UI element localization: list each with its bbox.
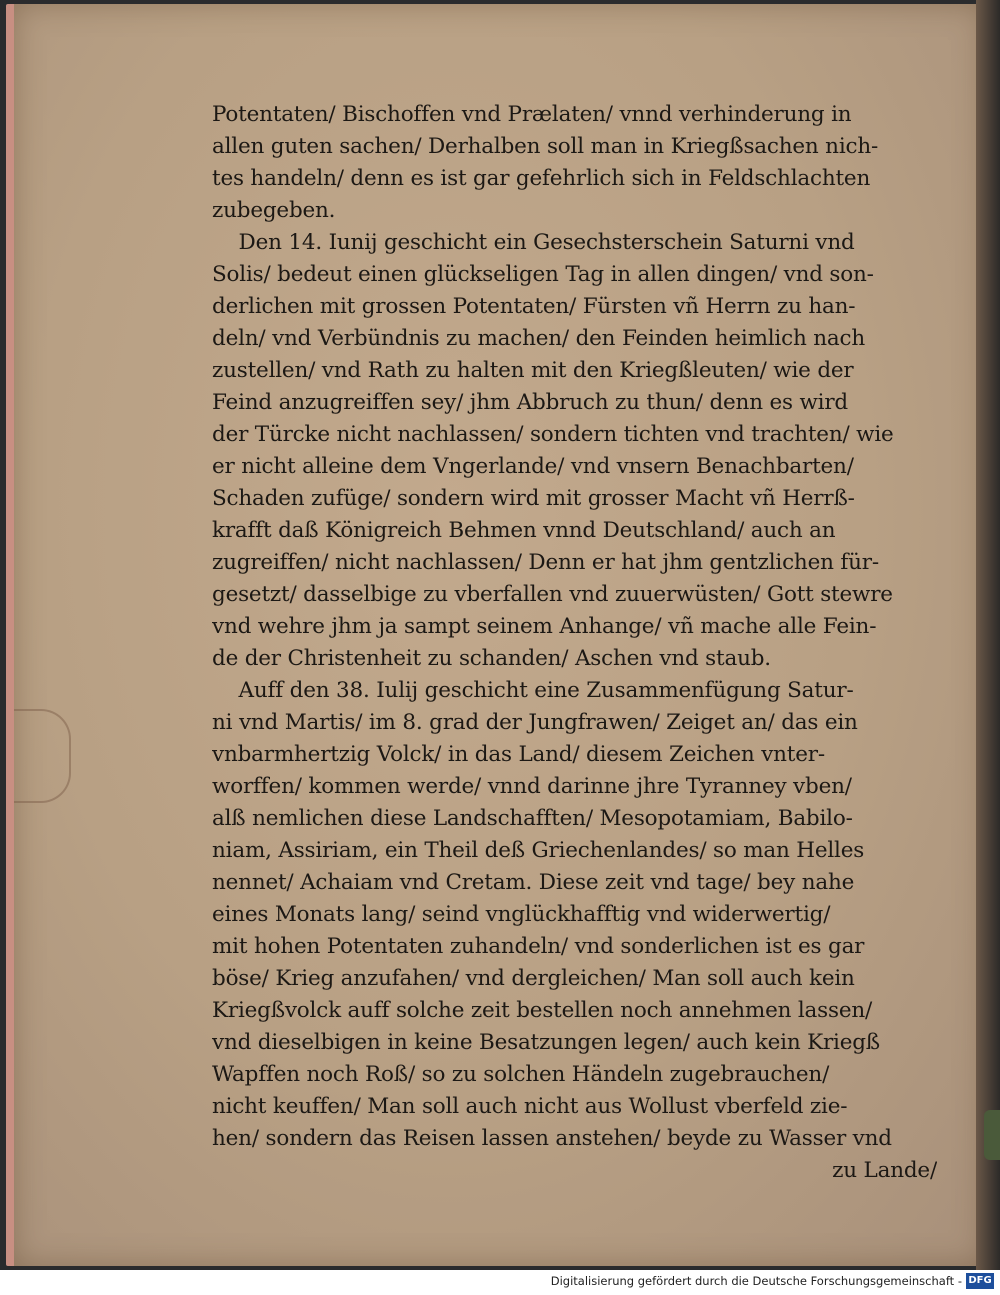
text-line: de der Christenheit zu schanden/ Aschen vnd staub. — [212, 646, 771, 671]
text-line: zustellen/ vnd Rath zu halten mit den Kriegßleuten/ wie der — [212, 358, 854, 383]
dfg-logo[interactable]: DFG — [966, 1273, 994, 1289]
text-line: Potentaten/ Bischoffen vnd Prælaten/ vnnd verhinderung in — [212, 102, 852, 127]
text-line: deln/ vnd Verbündnis zu machen/ den Feinden heimlich nach — [212, 326, 865, 351]
text-line: worffen/ kommen werde/ vnnd darinne jhre Tyranney vben/ — [212, 774, 852, 799]
funding-credit: Digitalisierung gefördert durch die Deutsche Forschungsgemeinschaft - — [550, 1274, 962, 1288]
text-line: niam, Assiriam, ein Theil deß Griechenlandes/ so man Helles — [212, 838, 865, 863]
page-text — [212, 99, 937, 1187]
text-line: Kriegßvolck auff solche zeit bestellen noch annehmen lassen/ — [212, 998, 873, 1023]
text-line: böse/ Krieg anzufahen/ vnd dergleichen/ Man soll auch kein — [212, 966, 855, 991]
text-line: ni vnd Martis/ im 8. grad der Jungfrawen/ Zeiget an/ das ein — [212, 710, 858, 735]
text-line: mit hohen Potentaten zuhandeln/ vnd sonderlichen ist es gar — [212, 934, 865, 959]
text-line: hen/ sondern das Reisen lassen anstehen/ beyde zu Wasser vnd — [212, 1126, 892, 1151]
text-line: Auff den 38. Iulij geschicht eine Zusammenfügung Satur- — [212, 678, 854, 703]
text-line: alß nemlichen diese Landschafften/ Mesopotamiam, Babilo- — [212, 806, 853, 831]
page-tab-marker — [984, 1110, 1000, 1160]
text-line: Wapffen noch Roß/ so zu solchen Händeln zugebrauchen/ — [212, 1062, 830, 1087]
text-line: tes handeln/ denn es ist gar gefehrlich sich in Feldschlachten — [212, 166, 871, 191]
text-line: derlichen mit grossen Potentaten/ Fürsten vñ Herrn zu han- — [212, 294, 856, 319]
book-gutter — [976, 0, 1000, 1270]
page-fold-edge — [14, 709, 71, 803]
text-line: zubegeben. — [212, 198, 336, 223]
text-line: Solis/ bedeut einen glückseligen Tag in allen dingen/ vnd son- — [212, 262, 874, 287]
text-line: vnd dieselbigen in keine Besatzungen legen/ auch kein Kriegß — [212, 1030, 880, 1055]
text-line: vnbarmhertzig Volck/ in das Land/ diesem Zeichen vnter- — [212, 742, 825, 767]
text-line: Den 14. Iunij geschicht ein Gesechsterschein Saturni vnd — [212, 230, 855, 255]
catchword: zu Lande/ — [832, 1158, 937, 1183]
text-line: allen guten sachen/ Derhalben soll man in Kriegßsachen nich- — [212, 134, 879, 159]
text-line: zugreiffen/ nicht nachlassen/ Denn er hat jhm gentzlichen für- — [212, 550, 879, 575]
book-page — [6, 4, 984, 1266]
text-line: nicht keuffen/ Man soll auch nicht aus Wollust vberfeld zie- — [212, 1094, 848, 1119]
text-line: er nicht alleine dem Vngerlande/ vnd vnsern Benachbarten/ — [212, 454, 854, 479]
footer-bar — [0, 1270, 1000, 1295]
text-line: nennet/ Achaiam vnd Cretam. Diese zeit vnd tage/ bey nahe — [212, 870, 855, 895]
text-line: eines Monats lang/ seind vnglückhafftig vnd widerwertig/ — [212, 902, 831, 927]
text-line: krafft daß Königreich Behmen vnnd Deutschland/ auch an — [212, 518, 836, 543]
text-line: vnd wehre jhm ja sampt seinem Anhange/ vñ mache alle Fein- — [212, 614, 877, 639]
text-line: der Türcke nicht nachlassen/ sondern tichten vnd trachten/ wie — [212, 422, 894, 447]
text-line: Feind anzugreiffen sey/ jhm Abbruch zu thun/ denn es wird — [212, 390, 848, 415]
text-line: Schaden zufüge/ sondern wird mit grosser Macht vñ Herrß- — [212, 486, 855, 511]
text-line: gesetzt/ dasselbige zu vberfallen vnd zuuerwüsten/ Gott stewre — [212, 582, 893, 607]
